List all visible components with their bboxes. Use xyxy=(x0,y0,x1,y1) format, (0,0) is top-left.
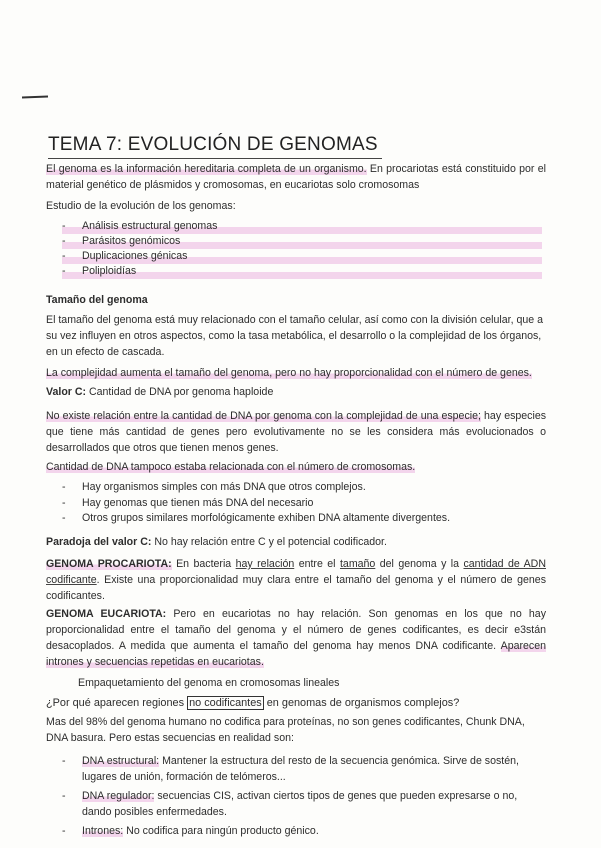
eukaryote-highlight: Aparecen intrones y secuencias repetidas en eucariotas. xyxy=(46,640,546,668)
paradox-item: - Otros grupos similares morfológicamente exhiben DNA altamente divergentes. xyxy=(62,511,542,527)
section-heading-size: Tamaño del genoma xyxy=(46,294,148,306)
question-text: ¿Por qué aparecen regiones xyxy=(46,697,188,709)
eukaryote-label: GENOMA EUCARIOTA: xyxy=(46,608,167,620)
paradox-label: Paradoja del valor C: xyxy=(46,536,152,548)
complexity-line xyxy=(46,365,546,381)
prokaryote-underline: tamaño xyxy=(339,558,376,570)
paradox-list xyxy=(62,480,542,527)
eukaryote-text: Pero en eucariotas no hay relación. Son genomas en los que no hay proporcionalidad entre el tamaño del genoma y el número de genes codificantes, es decir e3stán desacoplados. A medida que aumenta el tamaño del genoma hay menos DNA codificante. xyxy=(46,608,546,652)
type-label: Intrones: xyxy=(82,825,124,837)
type-label: DNA estructural: xyxy=(82,755,160,767)
prokaryote-underline: cantidad de ADN codificante xyxy=(46,558,546,586)
paradox-item: - Hay organismos simples con más DNA que otros complejos. xyxy=(62,480,542,496)
study-list xyxy=(62,219,542,279)
c-value-text: Cantidad de DNA por genoma haploide xyxy=(86,386,274,398)
prokaryote-text: . Existe una proporcionalidad muy clara entre el tamaño del genoma y el número de genes codificantes. xyxy=(46,574,546,602)
intro-paragraph xyxy=(46,161,546,193)
no-relation-highlight: No existe relación entre la cantidad de DNA por genoma con la complejidad de una especie; xyxy=(46,410,481,422)
answer-paragraph: Mas del 98% del genoma humano no codifica para proteínas, no son genes codificantes, Chunk DNA, DNA basura. Pero estas secuencias en realidad son: xyxy=(46,716,525,744)
question-line xyxy=(46,695,546,711)
prokaryote-paragraph xyxy=(46,556,546,604)
chromosome-text: Cantidad de DNA tampoco estaba relacionada con el número de cromosomas. xyxy=(46,461,416,473)
type-item xyxy=(62,754,532,785)
packaging-line: Empaquetamiento del genoma en cromosomas lineales xyxy=(78,677,340,689)
no-relation-rest: hay especies que tiene más cantidad de genes pero evolutivamente no se les considera más evolucionados o desarrollados que otros que tienen menos genes. xyxy=(46,410,547,454)
prokaryote-text: entre el xyxy=(294,558,340,570)
eukaryote-paragraph xyxy=(46,606,546,670)
size-paragraph: El tamaño del genoma está muy relacionado con el tamaño celular, así como con la división celular, que a su vez influyen en otros aspectos, como la tasa metabólica, el desarrollo o la complejidad de los órganos, en un efecto de cascada. xyxy=(46,314,544,358)
study-intro: Estudio de la evolución de los genomas: xyxy=(46,200,236,212)
study-item: - Parásitos genómicos xyxy=(62,234,542,249)
prokaryote-label: GENOMA PROCARIOTA: xyxy=(46,558,172,570)
prokaryote-text: En bacteria xyxy=(171,558,236,570)
intro-rest: En procariotas está constituido por el material genético de plásmidos y cromosomas, en eucariotas solo cromosomas xyxy=(46,163,546,191)
question-boxed: no codificantes xyxy=(189,697,262,709)
c-value-label: Valor C: xyxy=(46,386,87,398)
type-label: DNA regulador: xyxy=(82,790,155,802)
paradox-text: No hay relación entre C y el potencial codificador. xyxy=(151,536,387,548)
type-text: secuencias CIS, activan ciertos tipos de genes que pueden expresarse o no, dando posibles enfermedades. xyxy=(82,790,518,818)
study-item: - Poliploidías xyxy=(62,264,542,279)
c-value-line xyxy=(46,384,546,400)
type-text: No codifica para ningún producto génico. xyxy=(123,825,319,837)
prokaryote-text: del genoma y la xyxy=(375,558,464,570)
study-item: - Análisis estructural genomas xyxy=(62,219,542,234)
page-title: TEMA 7: EVOLUCIÓN DE GENOMAS xyxy=(48,134,378,155)
study-item: - Duplicaciones génicas xyxy=(62,249,542,264)
type-item xyxy=(62,824,532,840)
chromosome-line xyxy=(46,459,546,475)
pen-mark xyxy=(22,96,48,99)
question-text: en genomas de organismos complejos? xyxy=(263,697,460,709)
types-list xyxy=(62,754,532,840)
intro-highlight: El genoma es la información hereditaria completa de un organismo. xyxy=(46,163,367,175)
type-item xyxy=(62,789,532,820)
type-text: Mantener la estructura del resto de la secuencia genómica. Sirve de sostén, lugares de unión, formación de telómeros... xyxy=(82,755,519,783)
no-relation-paragraph xyxy=(46,408,546,456)
paradox-line xyxy=(46,534,546,550)
paradox-item: - Hay genomas que tienen más DNA del necesario xyxy=(62,496,542,512)
prokaryote-underline: hay relación xyxy=(235,558,295,570)
complexity-text: La complejidad aumenta el tamaño del genoma, pero no hay proporcionalidad con el número de genes. xyxy=(46,367,532,379)
